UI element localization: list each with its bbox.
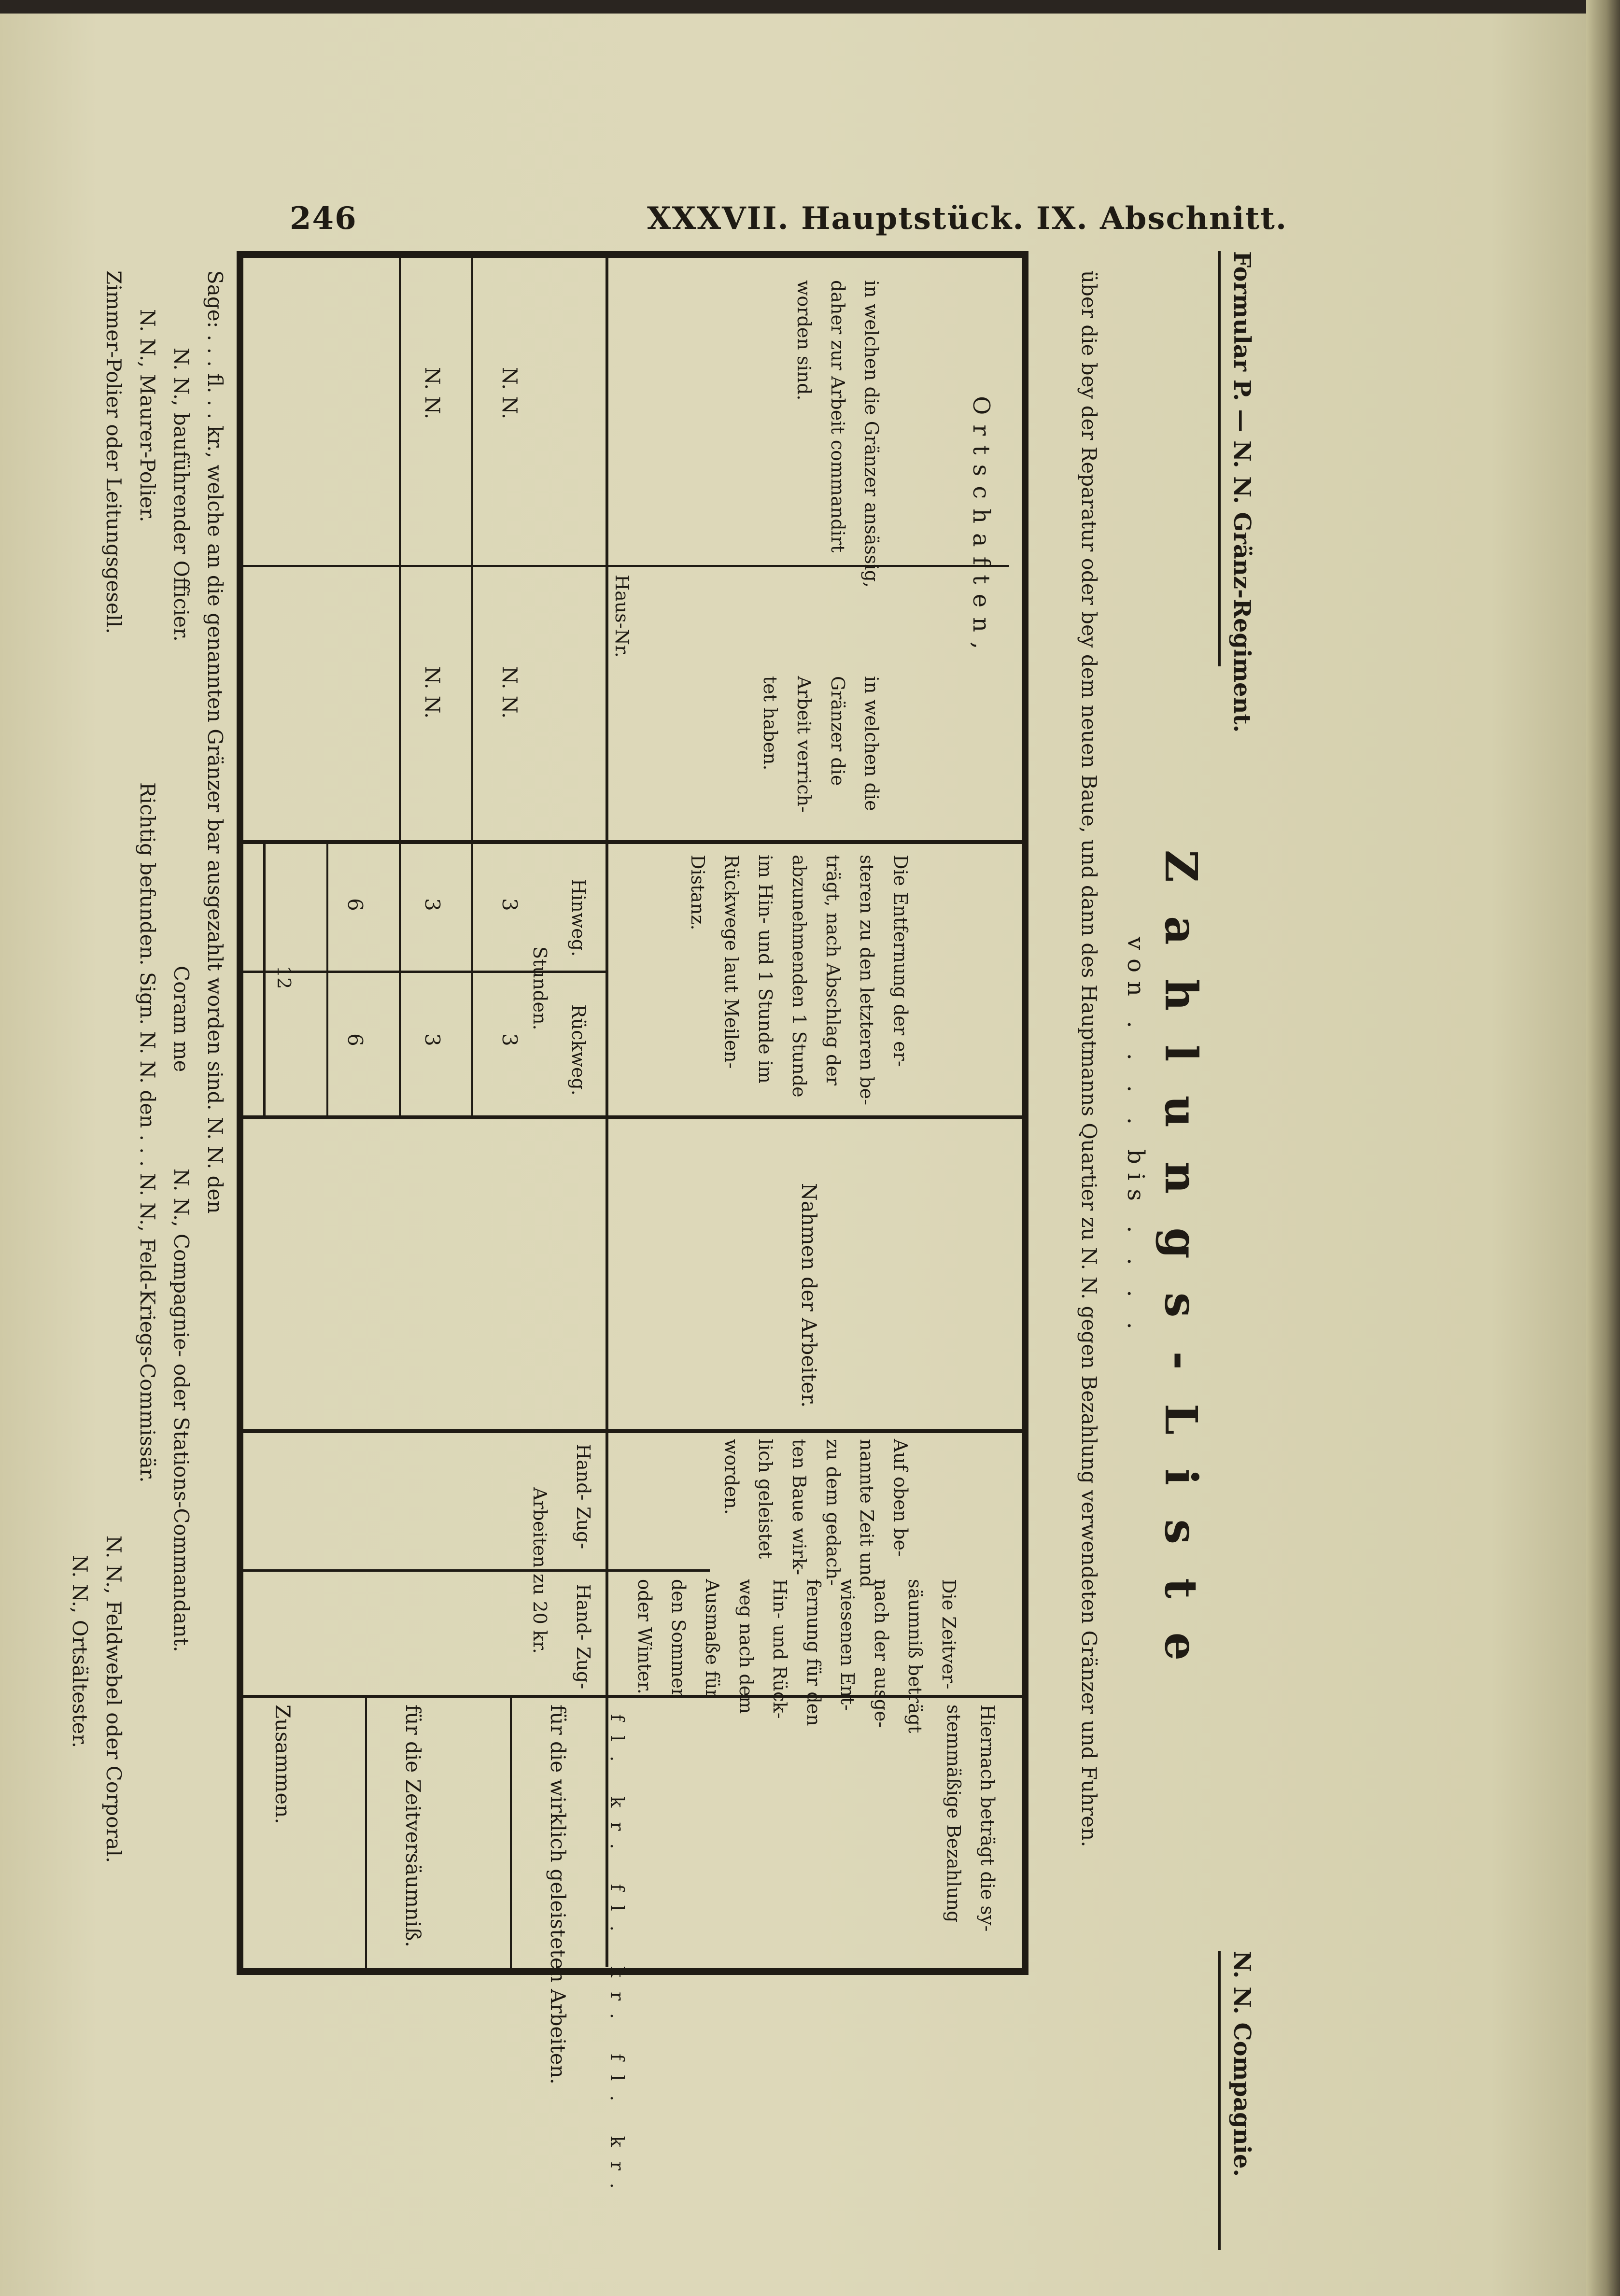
- company-label: N. N. Compagnie.: [1228, 1951, 1255, 2177]
- sep-entf-namen: [237, 1115, 1028, 1119]
- haus-nr-header: Haus-Nr.: [611, 575, 633, 658]
- zug-header-1: Zug-: [573, 1507, 594, 1549]
- total-hours: 12: [273, 966, 295, 989]
- row3-line: [326, 844, 328, 1115]
- arbeiten-header: Auf oben be- nannte Zeit und zu dem gedach- ten Baue wirk- lich geleistet worden.: [721, 1439, 911, 1588]
- hiernach-header: Hiernach beträgt die sy- stemmäßige Bezahlung: [943, 1704, 998, 1932]
- row1-ort: N. N.: [498, 367, 521, 420]
- running-head: XXXVII. Hauptstück. IX. Abschnitt.: [647, 200, 1288, 237]
- row3-hin: 6: [343, 898, 367, 911]
- ortschaften-header: Ortschaften,: [968, 396, 995, 659]
- row2-line: [399, 258, 401, 1117]
- sep-namen-arbeit: [237, 1429, 1028, 1433]
- row3-rueck: 6: [343, 1033, 367, 1046]
- sep-ort-entf: [237, 840, 1028, 844]
- total-line: [263, 844, 266, 1115]
- header-bottom: [606, 258, 608, 1967]
- hinweg-header: Hinweg.: [568, 879, 589, 957]
- arbeit-sub: in welchen die Gränzer die Arbeit verrich- tet haben.: [760, 676, 882, 813]
- entfernung-header: Die Entfernung der er- steren zu den letzteren be- trägt, nach Abschlag der abzunehmenden 1 Stunde im Hin- und 1 Stunde im Rückwege laut Meilen- Distanz.: [687, 855, 911, 1105]
- company-rule: [1218, 1951, 1221, 2250]
- ortschaften-sub: in welchen die Gränzer ansässig, daher zur Arbeit commandirt worden sind.: [793, 280, 882, 588]
- row1-hin: 3: [498, 898, 521, 911]
- footer-commandant: N. N., Compagnie- oder Stations-Commandant.: [169, 1169, 193, 1652]
- zusammen-label: Zusammen.: [271, 1704, 295, 1824]
- row1-rueck: 3: [498, 1033, 521, 1046]
- arbeiten-zu-label: Arbeiten zu 20 kr.: [529, 1487, 550, 1654]
- stunden-header: Stunden.: [529, 946, 550, 1030]
- hand-header-1: Hand-: [573, 1444, 594, 1501]
- namen-header: Nahmen der Arbeiter.: [797, 1183, 821, 1408]
- book-spine: [1586, 0, 1620, 2296]
- formular-rule: [1218, 251, 1221, 666]
- list-title: Zahlungs-Liste: [1155, 850, 1207, 1695]
- zug-header-2: Zug-: [573, 1647, 594, 1690]
- list-subtitle: von . . . . bis . . . .: [1122, 937, 1149, 1338]
- pay-row2: [365, 1698, 367, 1973]
- footer-bauf-officer: N. N., bauführender Officier.: [169, 348, 193, 642]
- fl-kr-labels: fl. kr. fl. kr. fl. kr.: [606, 1714, 628, 2203]
- footer-line1: Sage: . . . fl. . . kr., welche an die genannten Gränzer bar ausgezahlt worden sind. N. N. den: [203, 270, 227, 1214]
- row1-haus: N. N.: [498, 666, 521, 719]
- hand-header-2: Hand-: [573, 1584, 594, 1641]
- rotated-form: [48, 251, 1255, 2279]
- footer-zimmer-polier: Zimmer-Polier oder Leitungsgesell.: [102, 270, 126, 634]
- row1-line: [471, 258, 473, 1117]
- footer-richtig: Richtig befunden. Sign. N. N. den . . . N. N., Feld-Kriegs-Commissär.: [136, 782, 159, 1483]
- formular-label: Formular P. — N. N. Gränz-Regiment.: [1228, 251, 1255, 733]
- scan-top-edge: [0, 0, 1620, 14]
- row2-rueck: 3: [421, 1033, 444, 1046]
- row2-hin: 3: [421, 898, 444, 911]
- footer-coram-me: Coram me: [169, 966, 193, 1072]
- row2-ort: N. N.: [421, 367, 444, 420]
- wirklich-label: für die wirklich geleisteten Arbeiten.: [546, 1704, 570, 2085]
- row2-haus: N. N.: [421, 666, 444, 719]
- footer-maurer: N. N., Maurer-Polier.: [136, 309, 159, 522]
- zeitversaeumnis-label: für die Zeitversäumniß.: [401, 1704, 425, 1947]
- sep-arbeit-zeit: [237, 1569, 710, 1572]
- list-description: über die bey der Reparatur oder bey dem neuen Baue, und dann des Hauptmanns Quartier zu N. N. gegen Bezahlung verwendeten Gränzer und Fuhren.: [1077, 270, 1101, 1847]
- zeitversaeumniss-header: Die Zeitver- säumniß beträgt nach der ausge- wiesenen Ent- fernung für den Hin- und Rück- weg nach dem Ausmaße für den Sommer oder Winter.: [634, 1579, 959, 1733]
- sep-ort-haus: [237, 565, 1009, 567]
- pay-row1: [510, 1698, 512, 1973]
- footer-ortsaeltester: N. N., Ortsältester.: [68, 1555, 92, 1748]
- footer-feldwebel: N. N., Feldwebel oder Corporal.: [102, 1535, 126, 1863]
- page-number: 246: [290, 200, 357, 237]
- rueckweg-header: Rückweg.: [568, 1004, 589, 1096]
